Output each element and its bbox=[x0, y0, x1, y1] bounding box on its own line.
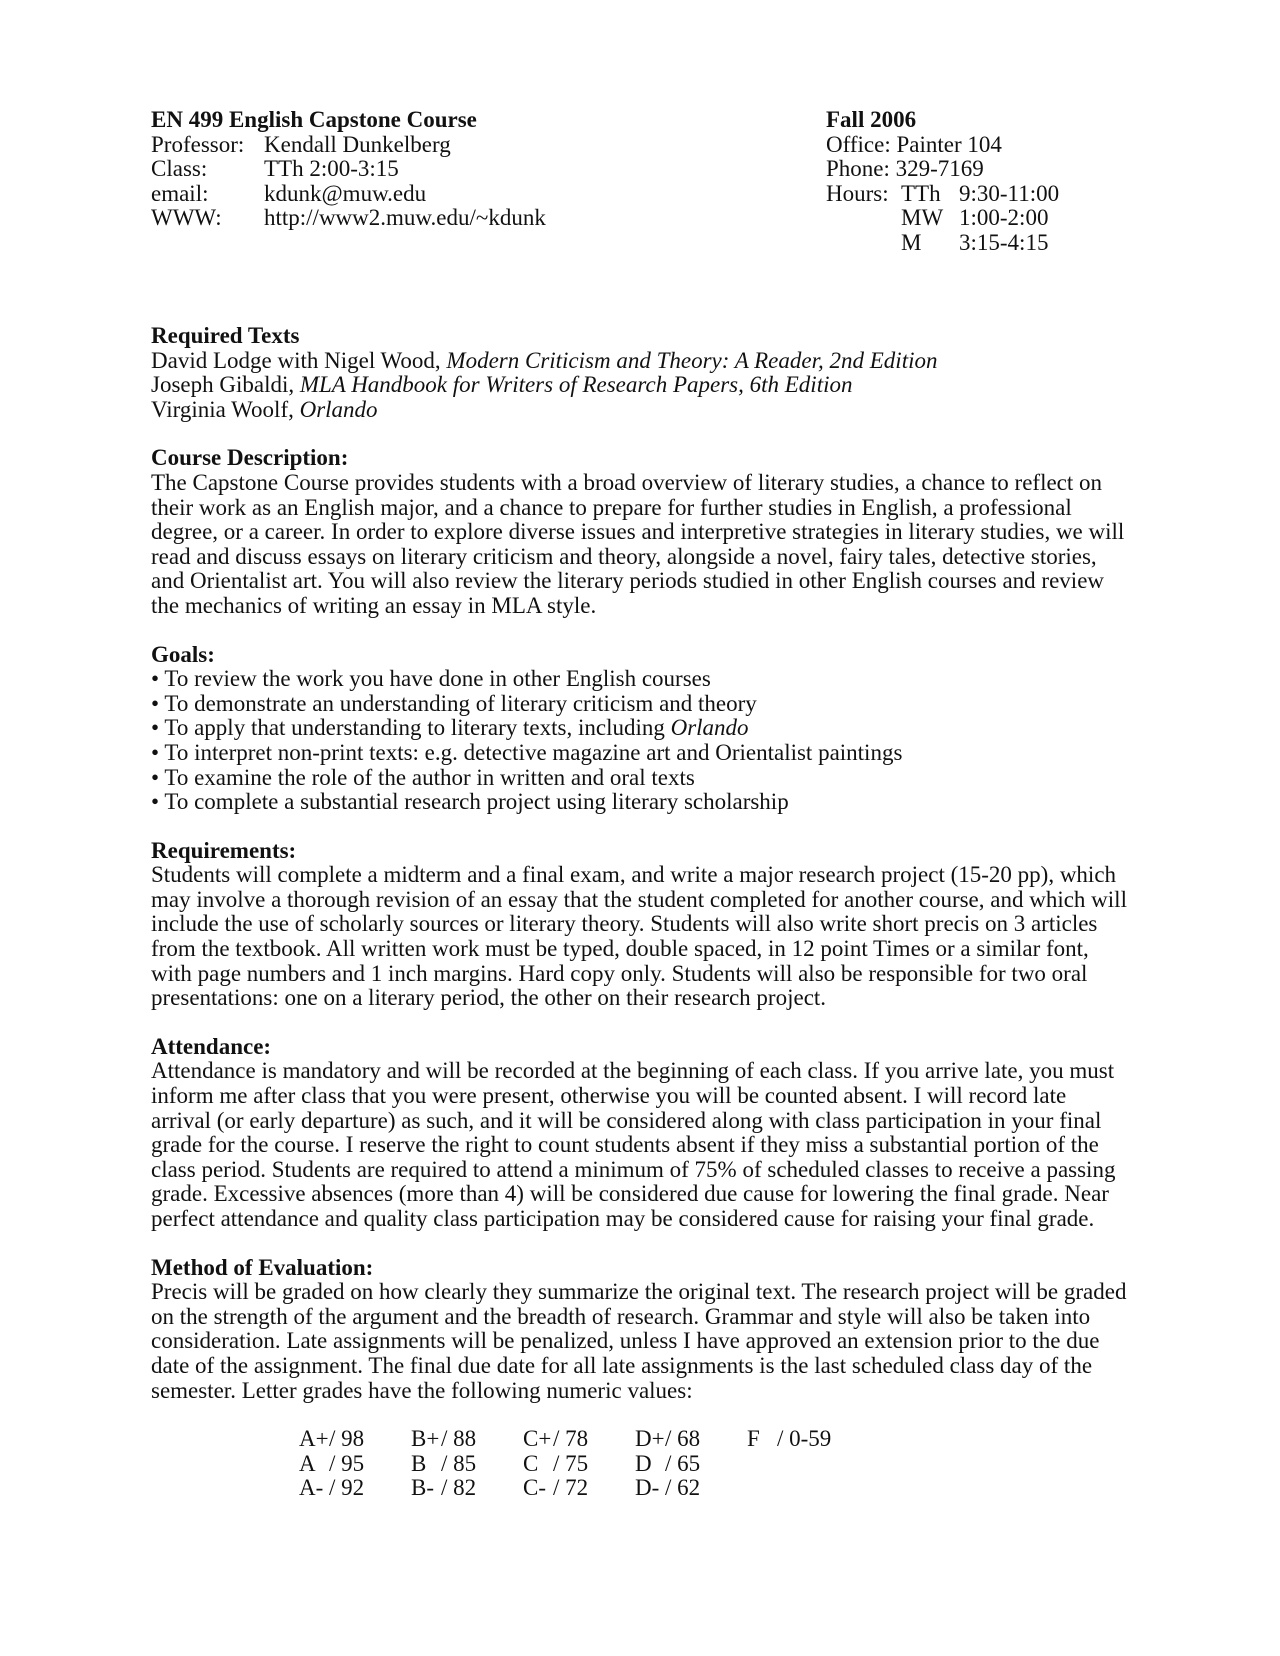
email-value: kdunk@muw.edu bbox=[264, 180, 427, 206]
office-label: Office: bbox=[826, 131, 891, 157]
grade-letter: C+ bbox=[523, 1426, 552, 1452]
grade-row bbox=[299, 1427, 1131, 1452]
grade-cell bbox=[411, 1427, 523, 1452]
hours-label: Hours: bbox=[826, 180, 889, 206]
grade-value: / 98 bbox=[329, 1426, 365, 1452]
goal-italic: Orlando bbox=[670, 715, 749, 741]
phone-value: 329-7169 bbox=[895, 156, 984, 182]
text-author: David Lodge with Nigel Wood, bbox=[151, 347, 447, 373]
office-value: Painter 104 bbox=[896, 131, 1002, 157]
grade-value: / 88 bbox=[441, 1426, 477, 1452]
evaluation-section bbox=[151, 1256, 1131, 1404]
grade-letter: D+ bbox=[635, 1426, 665, 1452]
email-row bbox=[151, 182, 546, 207]
class-label: Class: bbox=[151, 156, 208, 182]
phone-label: Phone: bbox=[826, 156, 890, 182]
grade-scale bbox=[299, 1427, 1131, 1501]
goal-item bbox=[151, 667, 1131, 692]
term: Fall 2006 bbox=[826, 107, 917, 132]
goal-text: To review the work you have done in other English courses bbox=[164, 666, 711, 692]
grade-cell bbox=[523, 1476, 635, 1501]
goal-item bbox=[151, 716, 1131, 741]
goals-list bbox=[151, 667, 1131, 815]
bullet-icon: • bbox=[151, 715, 160, 741]
required-text-item bbox=[151, 398, 1131, 423]
grade-value: / 72 bbox=[553, 1475, 589, 1501]
grade-value: / 68 bbox=[665, 1426, 701, 1452]
grade-row bbox=[299, 1476, 1131, 1501]
email-label: email: bbox=[151, 180, 209, 206]
grade-letter: F bbox=[747, 1426, 760, 1452]
grade-cell bbox=[299, 1452, 411, 1477]
hours-row bbox=[826, 206, 1059, 231]
course-description-text: The Capstone Course provides students with a broad overview of literary studies, a chance to reflect on their work as an English major, and a chance to prepare for further studies in English, a professional degree, or a career. In order to explore diverse issues and interpretive strategies in literary studies, we will read and discuss essays on literary criticism and theory, alongside a novel, fairy tales, detective stories, and Orientalist art. You will also review the literary periods studied in other English courses and review the mechanics of writing an essay in MLA style. bbox=[151, 469, 1125, 618]
grade-cell bbox=[635, 1476, 747, 1501]
bullet-icon: • bbox=[151, 764, 160, 790]
text-title: Modern Criticism and Theory: A Reader, 2nd Edition bbox=[446, 347, 938, 373]
hours-time: 9:30-11:00 bbox=[959, 180, 1060, 206]
goal-item bbox=[151, 790, 1131, 815]
grade-value: / 82 bbox=[441, 1475, 477, 1501]
bullet-icon: • bbox=[151, 690, 160, 716]
text-title: MLA Handbook for Writers of Research Papers bbox=[299, 372, 739, 398]
grade-letter: A- bbox=[299, 1475, 324, 1501]
www-value: http://www2.muw.edu/~kdunk bbox=[264, 205, 546, 231]
class-row bbox=[151, 157, 546, 182]
grade-letter: B bbox=[411, 1450, 427, 1476]
goal-text: To apply that understanding to literary texts, including bbox=[164, 715, 671, 741]
hours-day: M bbox=[901, 229, 922, 255]
hours-row bbox=[826, 182, 1059, 207]
grade-value: / 95 bbox=[329, 1450, 365, 1476]
requirements-section bbox=[151, 839, 1131, 1011]
professor-row bbox=[151, 133, 546, 158]
attendance-text: Attendance is mandatory and will be recorded at the beginning of each class. If you arrive late, you must inform me after class that you were present, otherwise you will be counted absent. I will record late arrival (or early departure) as such, and it will be considered along with class participation in your final grade for the course. I reserve the right to count students absent if they miss a substantial portion of the class period. Students are required to attend a minimum of 75% of scheduled classes to receive a passing grade. Excessive absences (more than 4) will be considered due cause for lowering the final grade. Near perfect attendance and quality class participation may be considered cause for raising your final grade. bbox=[151, 1058, 1116, 1231]
required-texts-heading: Required Texts bbox=[151, 323, 300, 348]
grade-letter: C bbox=[523, 1450, 539, 1476]
text-edition: , 6th Edition bbox=[738, 372, 853, 398]
syllabus-header bbox=[151, 108, 1131, 348]
goal-text: To demonstrate an understanding of literary criticism and theory bbox=[164, 690, 757, 716]
professor-label: Professor: bbox=[151, 131, 245, 157]
goal-item bbox=[151, 766, 1131, 791]
requirements-text: Students will complete a midterm and a final exam, and write a major research project (15-20 pp), which may involve a thorough revision of an essay that the student completed for another course, and which will include the use of scholarly sources or literary theory. Students will also write short precis on 3 articles from the textbook. All written work must be typed, double spaced, in 12 point Times or a similar font, with page numbers and 1 inch margins. Hard copy only. Students will also be responsible for two oral presentations: one on a literary period, the other on their research project. bbox=[151, 862, 1127, 1011]
course-title: EN 499 English Capstone Course bbox=[151, 107, 477, 132]
goal-text: To interpret non-print texts: e.g. detective magazine art and Orientalist paintings bbox=[164, 739, 903, 765]
grade-cell bbox=[411, 1476, 523, 1501]
www-row bbox=[151, 206, 546, 231]
goal-text: To examine the role of the author in written and oral texts bbox=[164, 764, 695, 790]
hours-row bbox=[826, 231, 1059, 256]
www-label: WWW: bbox=[151, 205, 222, 231]
required-text-item bbox=[151, 349, 1131, 374]
grade-cell bbox=[635, 1452, 747, 1477]
text-title: Orlando bbox=[299, 396, 378, 422]
evaluation-heading: Method of Evaluation: bbox=[151, 1254, 374, 1280]
goals-section bbox=[151, 643, 1131, 815]
office-info bbox=[826, 108, 1059, 256]
grade-letter: C- bbox=[523, 1475, 546, 1501]
course-description-section bbox=[151, 446, 1131, 618]
attendance-section bbox=[151, 1035, 1131, 1232]
grade-value: / 0-59 bbox=[777, 1426, 832, 1452]
goals-heading: Goals: bbox=[151, 641, 215, 667]
course-description-heading: Course Description: bbox=[151, 445, 349, 471]
grade-value: / 65 bbox=[665, 1450, 701, 1476]
grade-cell bbox=[635, 1427, 747, 1452]
requirements-heading: Requirements: bbox=[151, 837, 297, 863]
grade-value: / 75 bbox=[553, 1450, 589, 1476]
grade-value: / 62 bbox=[665, 1475, 701, 1501]
bullet-icon: • bbox=[151, 739, 160, 765]
grade-letter: A bbox=[299, 1450, 316, 1476]
grade-cell bbox=[299, 1476, 411, 1501]
grade-cell bbox=[747, 1427, 831, 1452]
grade-cell bbox=[523, 1452, 635, 1477]
bullet-icon: • bbox=[151, 789, 160, 815]
grade-letter: D bbox=[635, 1450, 652, 1476]
grade-value: / 85 bbox=[441, 1450, 477, 1476]
grade-value: / 78 bbox=[553, 1426, 589, 1452]
evaluation-text: Precis will be graded on how clearly they summarize the original text. The research project will be graded on the strength of the argument and the breadth of research. Grammar and style will also be taken into consideration. Late assignments will be penalized, unless I have approved an extension prior to the due date of the assignment. The final due date for all late assignments is the last scheduled class day of the semester. Letter grades have the following numeric values: bbox=[151, 1279, 1127, 1403]
phone-row bbox=[826, 157, 1059, 182]
text-author: Joseph Gibaldi, bbox=[151, 372, 300, 398]
required-text-item bbox=[151, 373, 1131, 398]
office-row bbox=[826, 133, 1059, 158]
hours-day: MW bbox=[901, 205, 944, 231]
attendance-heading: Attendance: bbox=[151, 1033, 272, 1059]
goal-text: To complete a substantial research project using literary scholarship bbox=[164, 789, 789, 815]
class-value: TTh 2:00-3:15 bbox=[264, 156, 399, 182]
grade-value: / 92 bbox=[329, 1475, 365, 1501]
grade-cell bbox=[523, 1427, 635, 1452]
bullet-icon: • bbox=[151, 666, 160, 692]
grade-letter: B- bbox=[411, 1475, 434, 1501]
goal-item bbox=[151, 741, 1131, 766]
professor-value: Kendall Dunkelberg bbox=[264, 131, 451, 157]
grade-cell bbox=[299, 1427, 411, 1452]
grade-letter: B+ bbox=[411, 1426, 440, 1452]
goal-item bbox=[151, 692, 1131, 717]
grade-letter: D- bbox=[635, 1475, 660, 1501]
hours-time: 1:00-2:00 bbox=[959, 205, 1049, 231]
text-author: Virginia Woolf, bbox=[151, 396, 300, 422]
hours-time: 3:15-4:15 bbox=[959, 229, 1049, 255]
hours-day: TTh bbox=[901, 180, 941, 206]
course-info bbox=[151, 108, 546, 231]
syllabus-page bbox=[151, 108, 1131, 1501]
grade-row bbox=[299, 1452, 1131, 1477]
grade-cell bbox=[411, 1452, 523, 1477]
grade-letter: A+ bbox=[299, 1426, 329, 1452]
